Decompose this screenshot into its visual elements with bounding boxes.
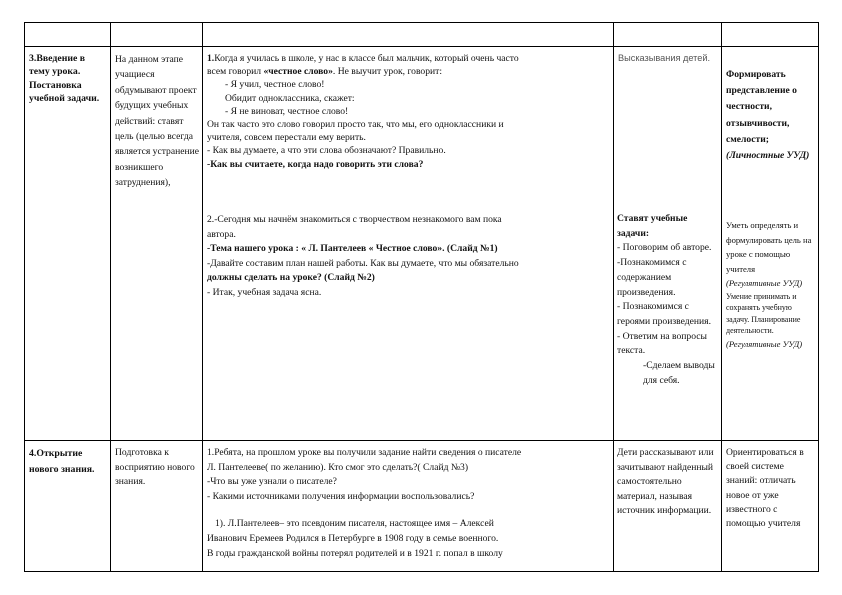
- uud-u3-tag: (Регулятивные УУД): [726, 338, 803, 349]
- teacher-line1: 1.Когда я училась в школе, у нас в классе был мальчик, который очень часто: [207, 53, 519, 64]
- row4-l5: 1). Л.Пантелеев– это псевдоним писателя, настоящее имя – Алексей: [215, 518, 494, 530]
- row4-stage: [29, 446, 107, 478]
- teacher-b2-l6: - Итак, учебная задача ясна.: [207, 286, 322, 298]
- row3-teacher-block2: [207, 213, 611, 301]
- activity-b5: -Сделаем выводы для себя.: [643, 360, 715, 386]
- activity-b4: - Ответим на вопросы текста.: [617, 330, 707, 357]
- uud-u3: Умение принимать и сохранять учебную задачу. Планирование деятельности.: [726, 291, 801, 336]
- row3-students-text: На данном этапе учащиеся обдумывают проект будущих учебных действий: ставят цель (целью всегда является устранение возникшего затруднения),: [115, 54, 199, 189]
- row4-activity: [617, 446, 719, 519]
- row3-uud-2: [726, 218, 816, 351]
- teacher-quote2: Обидит одноклассника, скажет:: [225, 92, 355, 104]
- uud-u1-tag: (Личностные УУД): [726, 150, 810, 162]
- rule-bottom: [24, 571, 819, 572]
- col-line-5: [721, 22, 722, 572]
- uud-u2-tag: (Регулятивные УУД): [726, 278, 803, 288]
- row3-activity-b: [617, 212, 719, 388]
- row3-uud: [726, 67, 816, 164]
- row4-students-text: Подготовка к восприятию нового знания.: [115, 447, 195, 487]
- teacher-p2: учителя, совсем перестали ему верить.: [207, 132, 366, 144]
- row4-stage-text: 4.Открытие нового знания.: [29, 448, 95, 475]
- teacher-b2-l4: -Давайте составим план нашей работы. Как вы думаете, что мы обязательно: [207, 257, 519, 269]
- activity-b-title: Ставят учебные задачи:: [617, 213, 688, 239]
- col-line-3: [202, 22, 203, 572]
- row3-stage-text: 3.Введение в тему урока. Постановка учебной задачи.: [29, 53, 100, 105]
- activity-b1: - Поговорим об авторе.: [617, 242, 712, 254]
- teacher-p4: -Как вы считаете, когда надо говорить эти слова?: [207, 158, 424, 170]
- row4-activity-text: Дети рассказывают или зачитывают найденный самостоятельно материал, называя источник информации.: [617, 447, 714, 516]
- row3-students: [115, 52, 201, 191]
- activity-b3: - Познакомимся с героями произведения.: [617, 301, 711, 327]
- activity-a1: Высказывания детей.: [618, 53, 711, 63]
- col-line-1: [24, 22, 25, 572]
- rule-header-bottom: [24, 46, 819, 47]
- row4-l7: В годы гражданской войны потерял родителей и в 1921 г. попал в школу: [207, 547, 503, 559]
- col-line-4: [613, 22, 614, 572]
- teacher-b2-l2: автора.: [207, 228, 236, 240]
- row4-l3: -Что вы уже узнали о писателе?: [207, 476, 337, 488]
- row4-uud-text: Ориентироваться в своей системе знаний: отличать новое от уже известного с помощью учителя: [726, 447, 804, 530]
- teacher-quote1: - Я учил, честное слово!: [225, 79, 325, 91]
- row4-l6: Иванович Еремеев Родился в Петербурге в 1908 году в семье военного.: [207, 532, 499, 544]
- row4-l1: 1.Ребята, на прошлом уроке вы получили задание найти сведения о писателе: [207, 447, 522, 458]
- uud-u2: Уметь определять и формулировать цель на уроке с помощью учителя: [726, 220, 812, 274]
- uud-u1: Формировать представление о честности, отзывчивости, смелости;: [726, 69, 797, 145]
- teacher-b2-l1: 2.-Сегодня мы начнём знакомиться с творчеством незнакомого вам пока: [207, 214, 502, 225]
- col-line-6: [818, 22, 819, 572]
- teacher-p1: Он так часто это слово говорил просто так, что мы, его одноклассники и: [207, 119, 504, 131]
- row4-students: [115, 446, 201, 490]
- teacher-b2-l5: должны сделать на уроке? (Слайд №2): [207, 272, 375, 284]
- row4-uud: [726, 446, 816, 531]
- teacher-quote3: - Я не виноват, честное слово!: [225, 105, 349, 117]
- rule-row3-bottom: [24, 440, 819, 441]
- row3-stage: [29, 52, 107, 106]
- row4-l4: - Какими источниками получения информации воспользовались?: [207, 490, 475, 502]
- col-line-2: [110, 22, 111, 572]
- row3-teacher: [207, 52, 611, 171]
- activity-b2: -Познакомимся с содержанием произведения.: [617, 257, 687, 298]
- row4-teacher: [207, 446, 611, 561]
- rule-top: [24, 22, 819, 23]
- teacher-line2: всем говорил «честное слово». Не выучит урок, говорит:: [207, 66, 443, 78]
- row3-activity-a1: [618, 52, 718, 65]
- teacher-p3: - Как вы думаете, а что эти слова обозначают? Правильно.: [207, 145, 446, 157]
- teacher-b2-l3: -Тема нашего урока : « Л. Пантелеев « Честное слово». (Слайд №1): [207, 243, 498, 255]
- row4-l2: Л. Пантелееве( по желанию). Кто смог это сделать?( Слайд №3): [207, 461, 469, 473]
